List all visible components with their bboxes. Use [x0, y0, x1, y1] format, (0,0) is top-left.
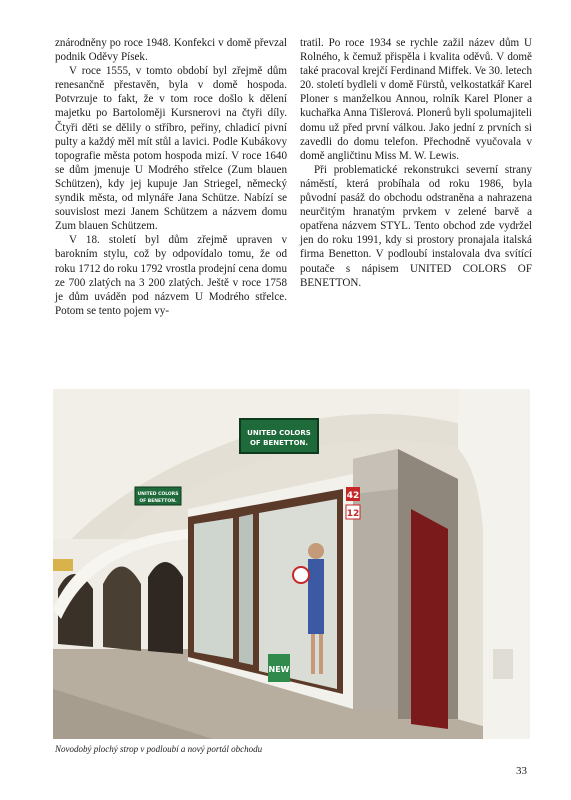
window-tag: NEW [268, 665, 290, 674]
page-number: 33 [516, 765, 527, 777]
photo-caption: Novodobý plochý strop v podloubí a nový portál obchodu [55, 744, 263, 754]
arcade-illustration [53, 389, 530, 739]
distant-arch [148, 562, 183, 654]
right-text-column [300, 36, 532, 290]
left-text-column [55, 36, 287, 318]
sign-large-line: UNITED COLORS [247, 429, 311, 437]
paragraph: tratil. Po roce 1934 se rychle zažil název dům U Rolného, k čemuž přispěla i kvalita oděvů. V domě také pracoval krejčí Ferdinand Miffek. Ve 30. letech 20. století bydleli v domě Fürstů, velkostatkář Karel Ploner s manželkou Annou, rolník Karel Ploner a kuchařka Anna Tišlerová. Plonerů byli spolumajiteli domu už před první válkou. Jako jední z prvních si zavedli do domu telefon. Přechodně vyučovala v domě angličtinu Miss M. W. Lewis. [300, 37, 532, 162]
shop-window [194, 518, 233, 659]
house-number-red: 42 [346, 491, 360, 501]
sign-small-line: OF BENETTON. [139, 499, 177, 504]
paragraph: znárodněny po roce 1948. Konfekci v domě převzal podnik Oděvy Písek. [55, 37, 287, 64]
red-door [411, 509, 448, 729]
distant-arch [103, 567, 141, 652]
sign-large-line: OF BENETTON. [249, 439, 309, 447]
paragraph: V 18. století byl dům zřejmě upraven v barokním stylu, což by odpovídalo tomu, že od roku 1712 do roku 1792 vrostla prodejní cena domu ze 700 zlatých na 3 200 zlatých. Ještě v roce 1758 je dům uváděn pod názvem U Modrého střelce. Potom se tento pojem vy- [55, 234, 287, 317]
paragraph: Při problematické rekonstrukci severní strany náměstí, která probíhala od roku 1986, byla původní pasáž do obchodu odstraněna a nahrazena neurčitým hranatým prvkem v zelené barvě a opatřena názvem STYL. Tento obchod zde vydržel jen do roku 1991, kdy si prostory pronajala italská firma Benetton. V podloubí instalovala dva svítící poutače s nápisem UNITED COLORS OF BENETTON. [300, 163, 532, 289]
sign-small-line: UNITED COLORS [137, 492, 179, 497]
paragraph: V roce 1555, v tomto období byl zřejmě dům renesančně přestavěn, byla v domě hospoda. Potvrzuje to fakt, že v tom roce došlo k dělení majetku po Bartoloměji Kursnerovi na čtyři díly. Čtyři děti se dělily o stříbro, peřiny, chladicí pivní pulty a každý měl mít stůl a lavici. Podle Kubákovy topografie města potom hospoda mizí. V roce 1640 se dům jmenuje U Modrého střelce (Zum blauen Schützen), kdy jej kupuje Jan Striegel, německý syndik města, od mlynáře Jana Schütze. Nabízí se souvislost mezi Janem Schützem a názvem domu Zum blauen Schützem. [55, 65, 287, 233]
arcade-photo [53, 389, 530, 739]
house-number-white: 12 [346, 509, 360, 519]
